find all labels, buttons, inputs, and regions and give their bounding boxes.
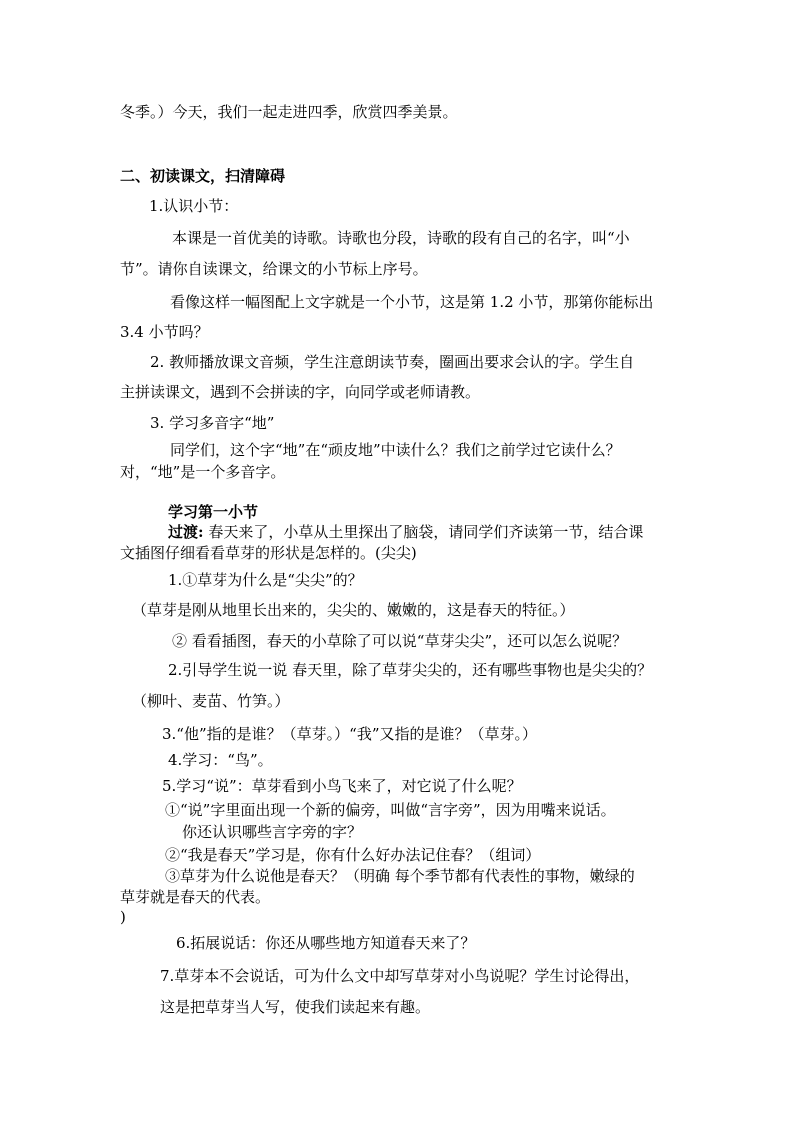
- text-line: ): [120, 908, 126, 926]
- text-line: 节”。请你自读课文，给课文的小节标上序号。: [120, 260, 428, 278]
- text-line: 7.草芽本不会说话，可为什么文中却写草芽对小鸟说呢？学生讨论得出，: [160, 967, 640, 985]
- text-line: 6.拓展说话：你还从哪些地方知道春天来了？: [176, 934, 476, 952]
- text-line: 1.认识小节：: [149, 197, 239, 215]
- text-line: 冬季。）今天，我们一起走进四季，欣赏四季美景。: [120, 103, 458, 121]
- text-line: 你还认识哪些言字旁的字？: [182, 823, 363, 841]
- subsection-heading: 学习第一小节: [168, 503, 259, 521]
- text-line: 3. 学习多音字“地”: [150, 414, 275, 432]
- text-line: 3.“他”指的是谁？（草芽。）“我”又指的是谁？（草芽。）: [162, 725, 537, 743]
- transition-label: 过渡:: [168, 523, 204, 541]
- text-line: （草芽是刚从地里长出来的，尖尖的、嫩嫩的，这是春天的特征。）: [132, 601, 575, 619]
- text-line: 同学们，这个字“地”在“顽皮地”中读什么？我们之前学过它读什么？: [170, 441, 621, 459]
- text-line: 2. 教师播放课文音频，学生注意朗读节奏，圈画出要求会认的字。学生自: [150, 353, 635, 371]
- text-span: 春天来了，小草从土里探出了脑袋，请同学们齐读第一节，结合课: [208, 523, 644, 541]
- section-heading: 二、初读课文，扫清障碍: [120, 167, 286, 185]
- text-line: 草芽就是春天的代表。: [120, 888, 271, 906]
- text-line: （柳叶、麦苗、竹笋。）: [132, 692, 290, 710]
- text-line: ①“说”字里面出现一个新的偏旁，叫做“言字旁”，因为用嘴来说话。: [165, 801, 616, 819]
- text-line: 本课是一首优美的诗歌。诗歌也分段，诗歌的段有自己的名字，叫“小: [172, 229, 630, 247]
- text-line: 看像这样一幅图配上文字就是一个小节，这是第 1.2 小节，那第你能标出: [170, 293, 654, 311]
- text-line: 主拼读课文，遇到不会拼读的字，向同学或老师请教。: [120, 383, 481, 401]
- text-line: 对，“地”是一个多音字。: [120, 463, 286, 481]
- text-line: ③草芽为什么说他是春天？（明确 每个季节都有代表性的事物，嫩绿的: [165, 867, 635, 885]
- text-line: 2.引导学生说一说 春天里，除了草芽尖尖的，还有哪些事物也是尖尖的？: [168, 661, 653, 679]
- text-line: ② 看看插图，春天的小草除了可以说“草芽尖尖”，还可以怎么说呢？: [172, 632, 628, 650]
- text-line: ②“我是春天”学习是，你有什么好办法记住春？（组词）: [165, 846, 541, 864]
- text-line: 这是把草芽当人写，使我们读起来有趣。: [160, 998, 431, 1016]
- text-line: 3.4 小节吗？: [120, 323, 209, 341]
- text-line: [168, 522, 643, 542]
- text-line: 1.①草芽为什么是“尖尖”的？: [168, 571, 363, 589]
- text-line: 文插图仔细看看草芽的形状是怎样的。(尖尖): [120, 544, 417, 562]
- text-line: 5.学习“说”：草芽看到小鸟飞来了，对它说了什么呢？: [162, 777, 522, 795]
- text-line: 4.学习：“鸟”。: [168, 751, 273, 769]
